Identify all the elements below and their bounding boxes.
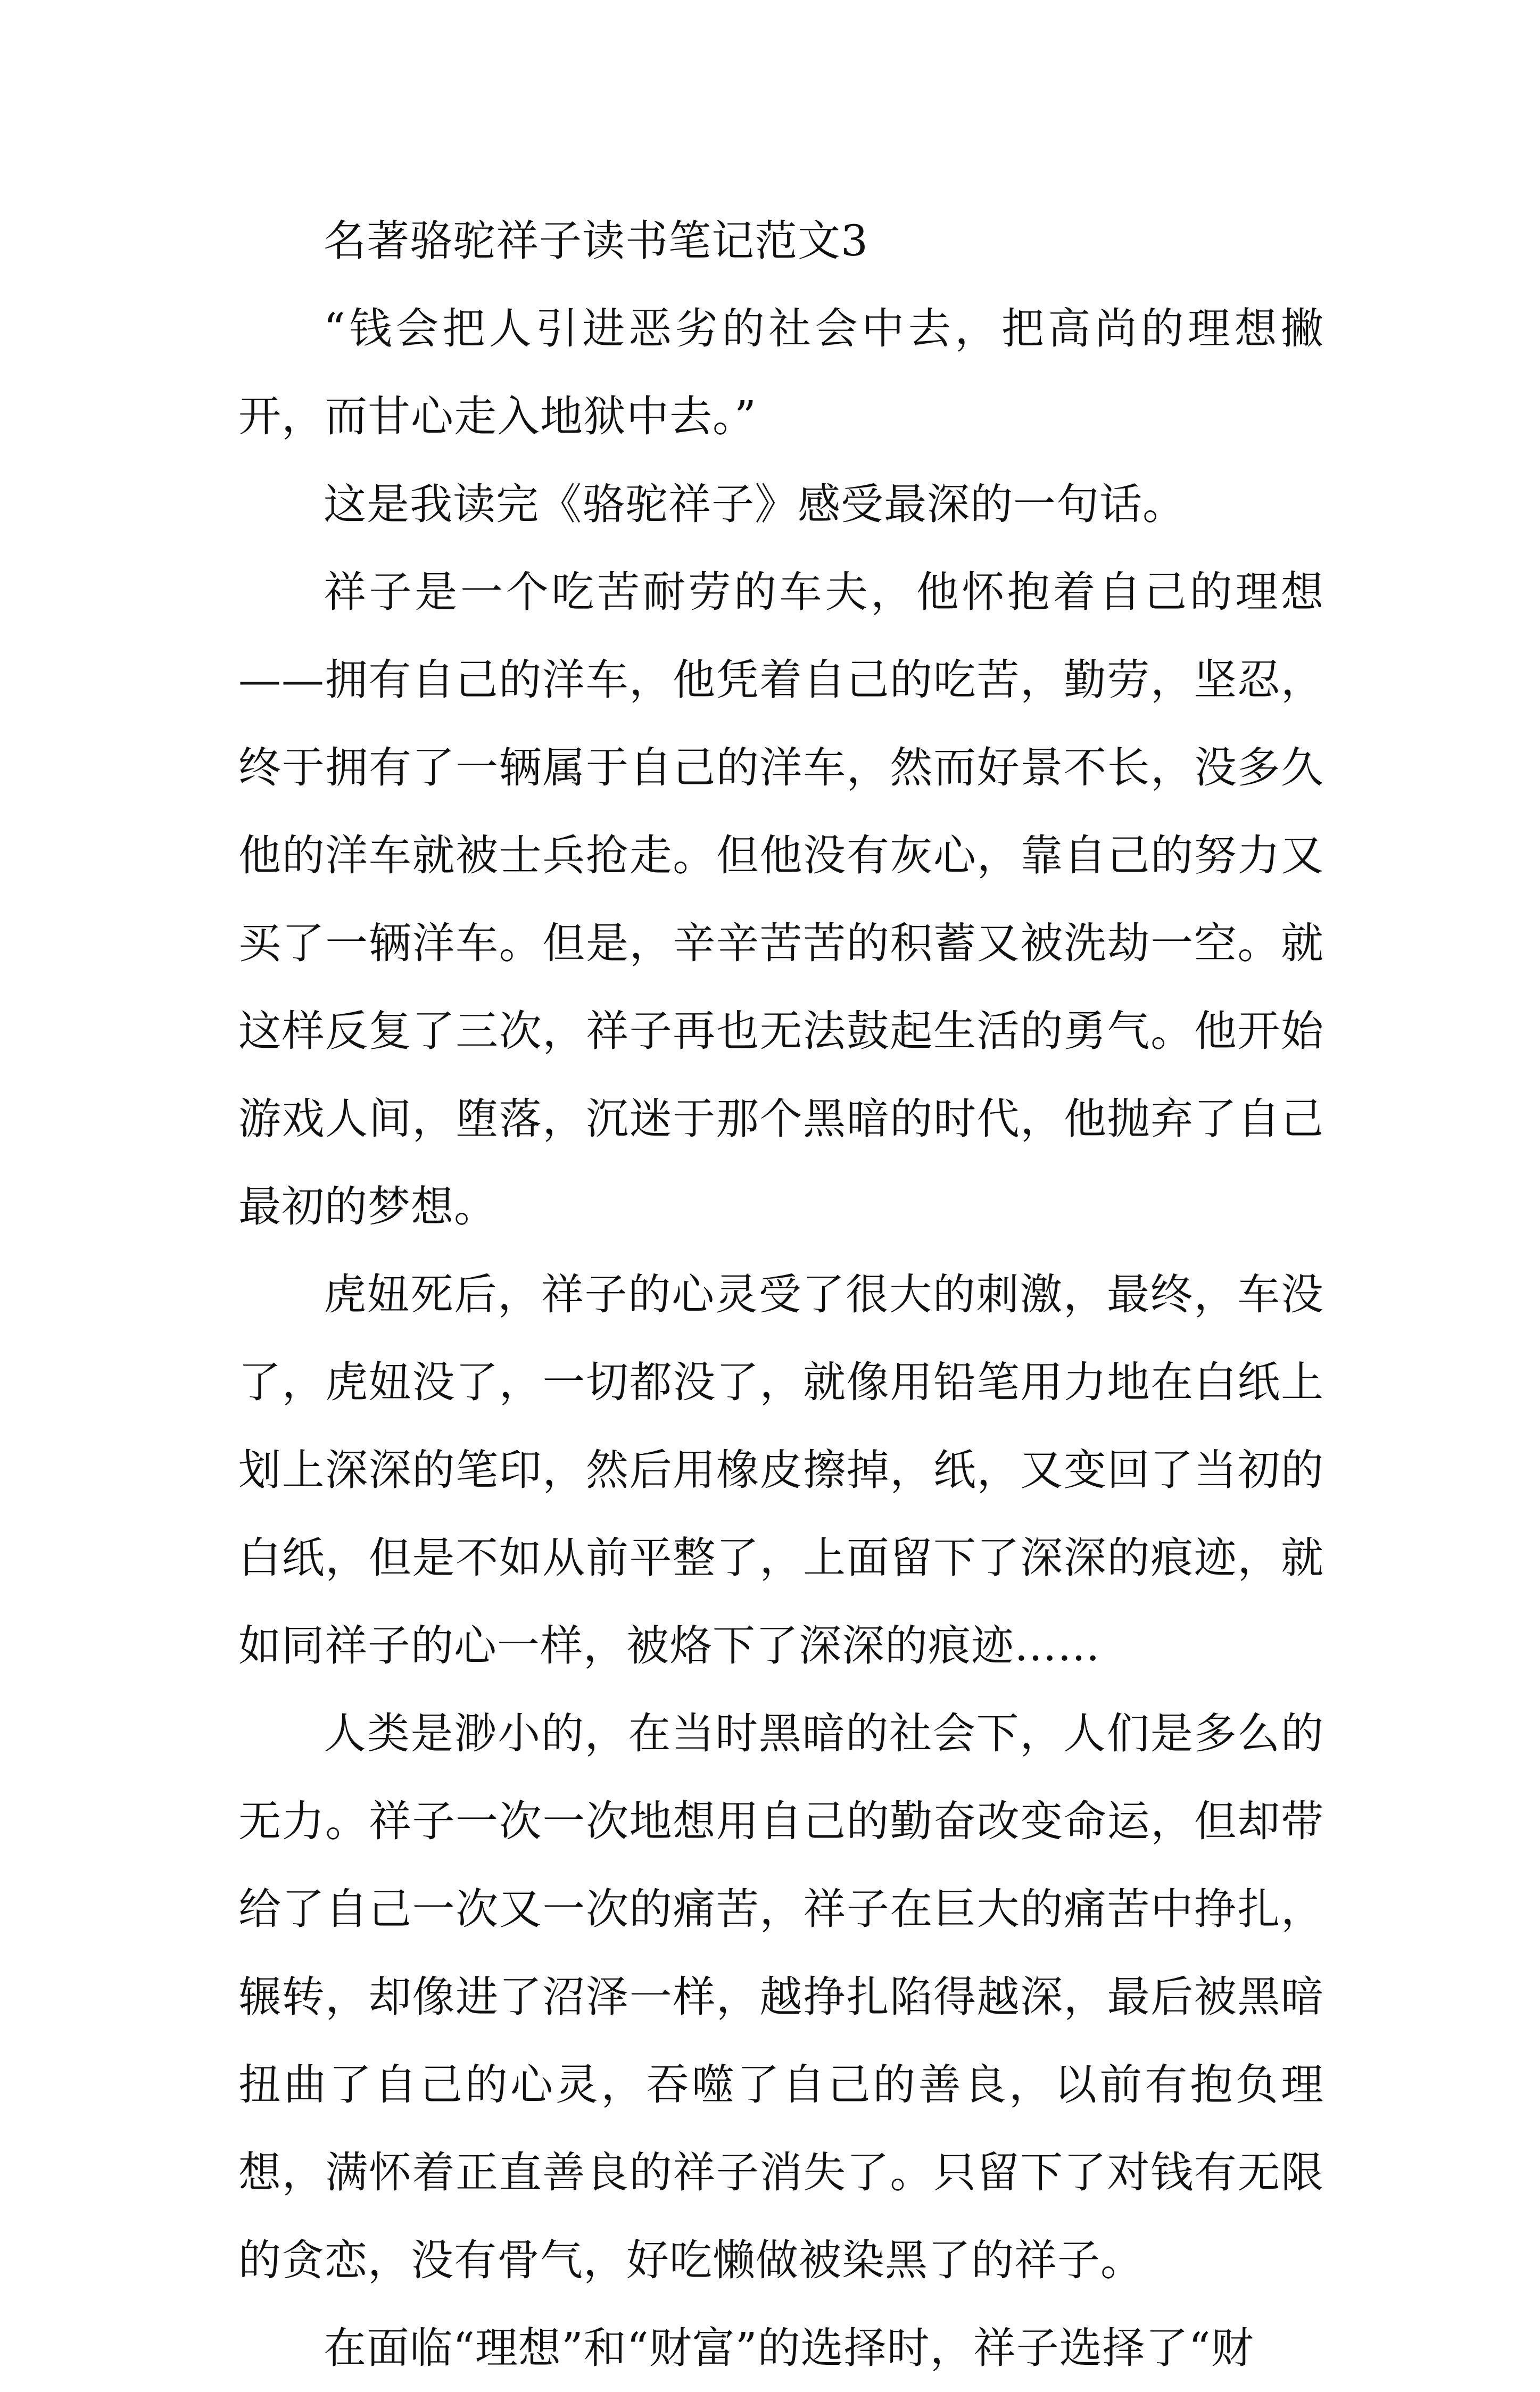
- paragraph-huniu-death: 虎妞死后，祥子的心灵受了很大的刺激，最终，车没了，虎妞没了，一切都没了，就像用铅笔用力地在白纸上划上深深的笔印，然后用橡皮擦掉，纸，又变回了当初的白纸，但是不如从前平整了，上面留下了深深的痕迹，就如同祥子的心一样，被烙下了深深的痕迹……: [238, 1270, 1324, 1670]
- paragraph-quote: “钱会把人引进恶劣的社会中去，把高尚的理想撇开，而甘心走入地狱中去。”: [238, 304, 1324, 441]
- document-title: 名著骆驼祥子读书笔记范文3: [324, 216, 868, 266]
- paragraph-intro: 这是我读完《骆驼祥子》感受最深的一句话。: [324, 479, 1186, 529]
- paragraph-human-smallness: 人类是渺小的，在当时黑暗的社会下，人们是多么的无力。祥子一次一次地想用自己的勤奋改变命运，但却带给了自己一次又一次的痛苦，祥子在巨大的痛苦中挣扎，辗转，却像进了沼泽一样，越挣扎陷得越深，最后被黑暗扭曲了自己的心灵，吞噬了自己的善良，以前有抱负理想，满怀着正直善良的祥子消失了。只留下了对钱有无限的贪恋，没有骨气，好吃懒做被染黑了的祥子。: [238, 1709, 1324, 2285]
- paragraph-xiangzi-dream: 祥子是一个吃苦耐劳的车夫，他怀抱着自己的理想——拥有自己的洋车，他凭着自己的吃苦，勤劳，坚忍，终于拥有了一辆属于自己的洋车，然而好景不长，没多久他的洋车就被士兵抢走。但他没有灰心，靠自己的努力又买了一辆洋车。但是，辛辛苦苦的积蓄又被洗劫一空。就这样反复了三次，祥子再也无法鼓起生活的勇气。他开始游戏人间，堕落，沉迷于那个黑暗的时代，他抛弃了自己最初的梦想。: [238, 567, 1324, 1231]
- paragraph-ideal-vs-wealth: 在面临“理想”和“财富”的选择时，祥子选择了“财: [324, 2323, 1254, 2373]
- document-body: [238, 197, 1324, 2392]
